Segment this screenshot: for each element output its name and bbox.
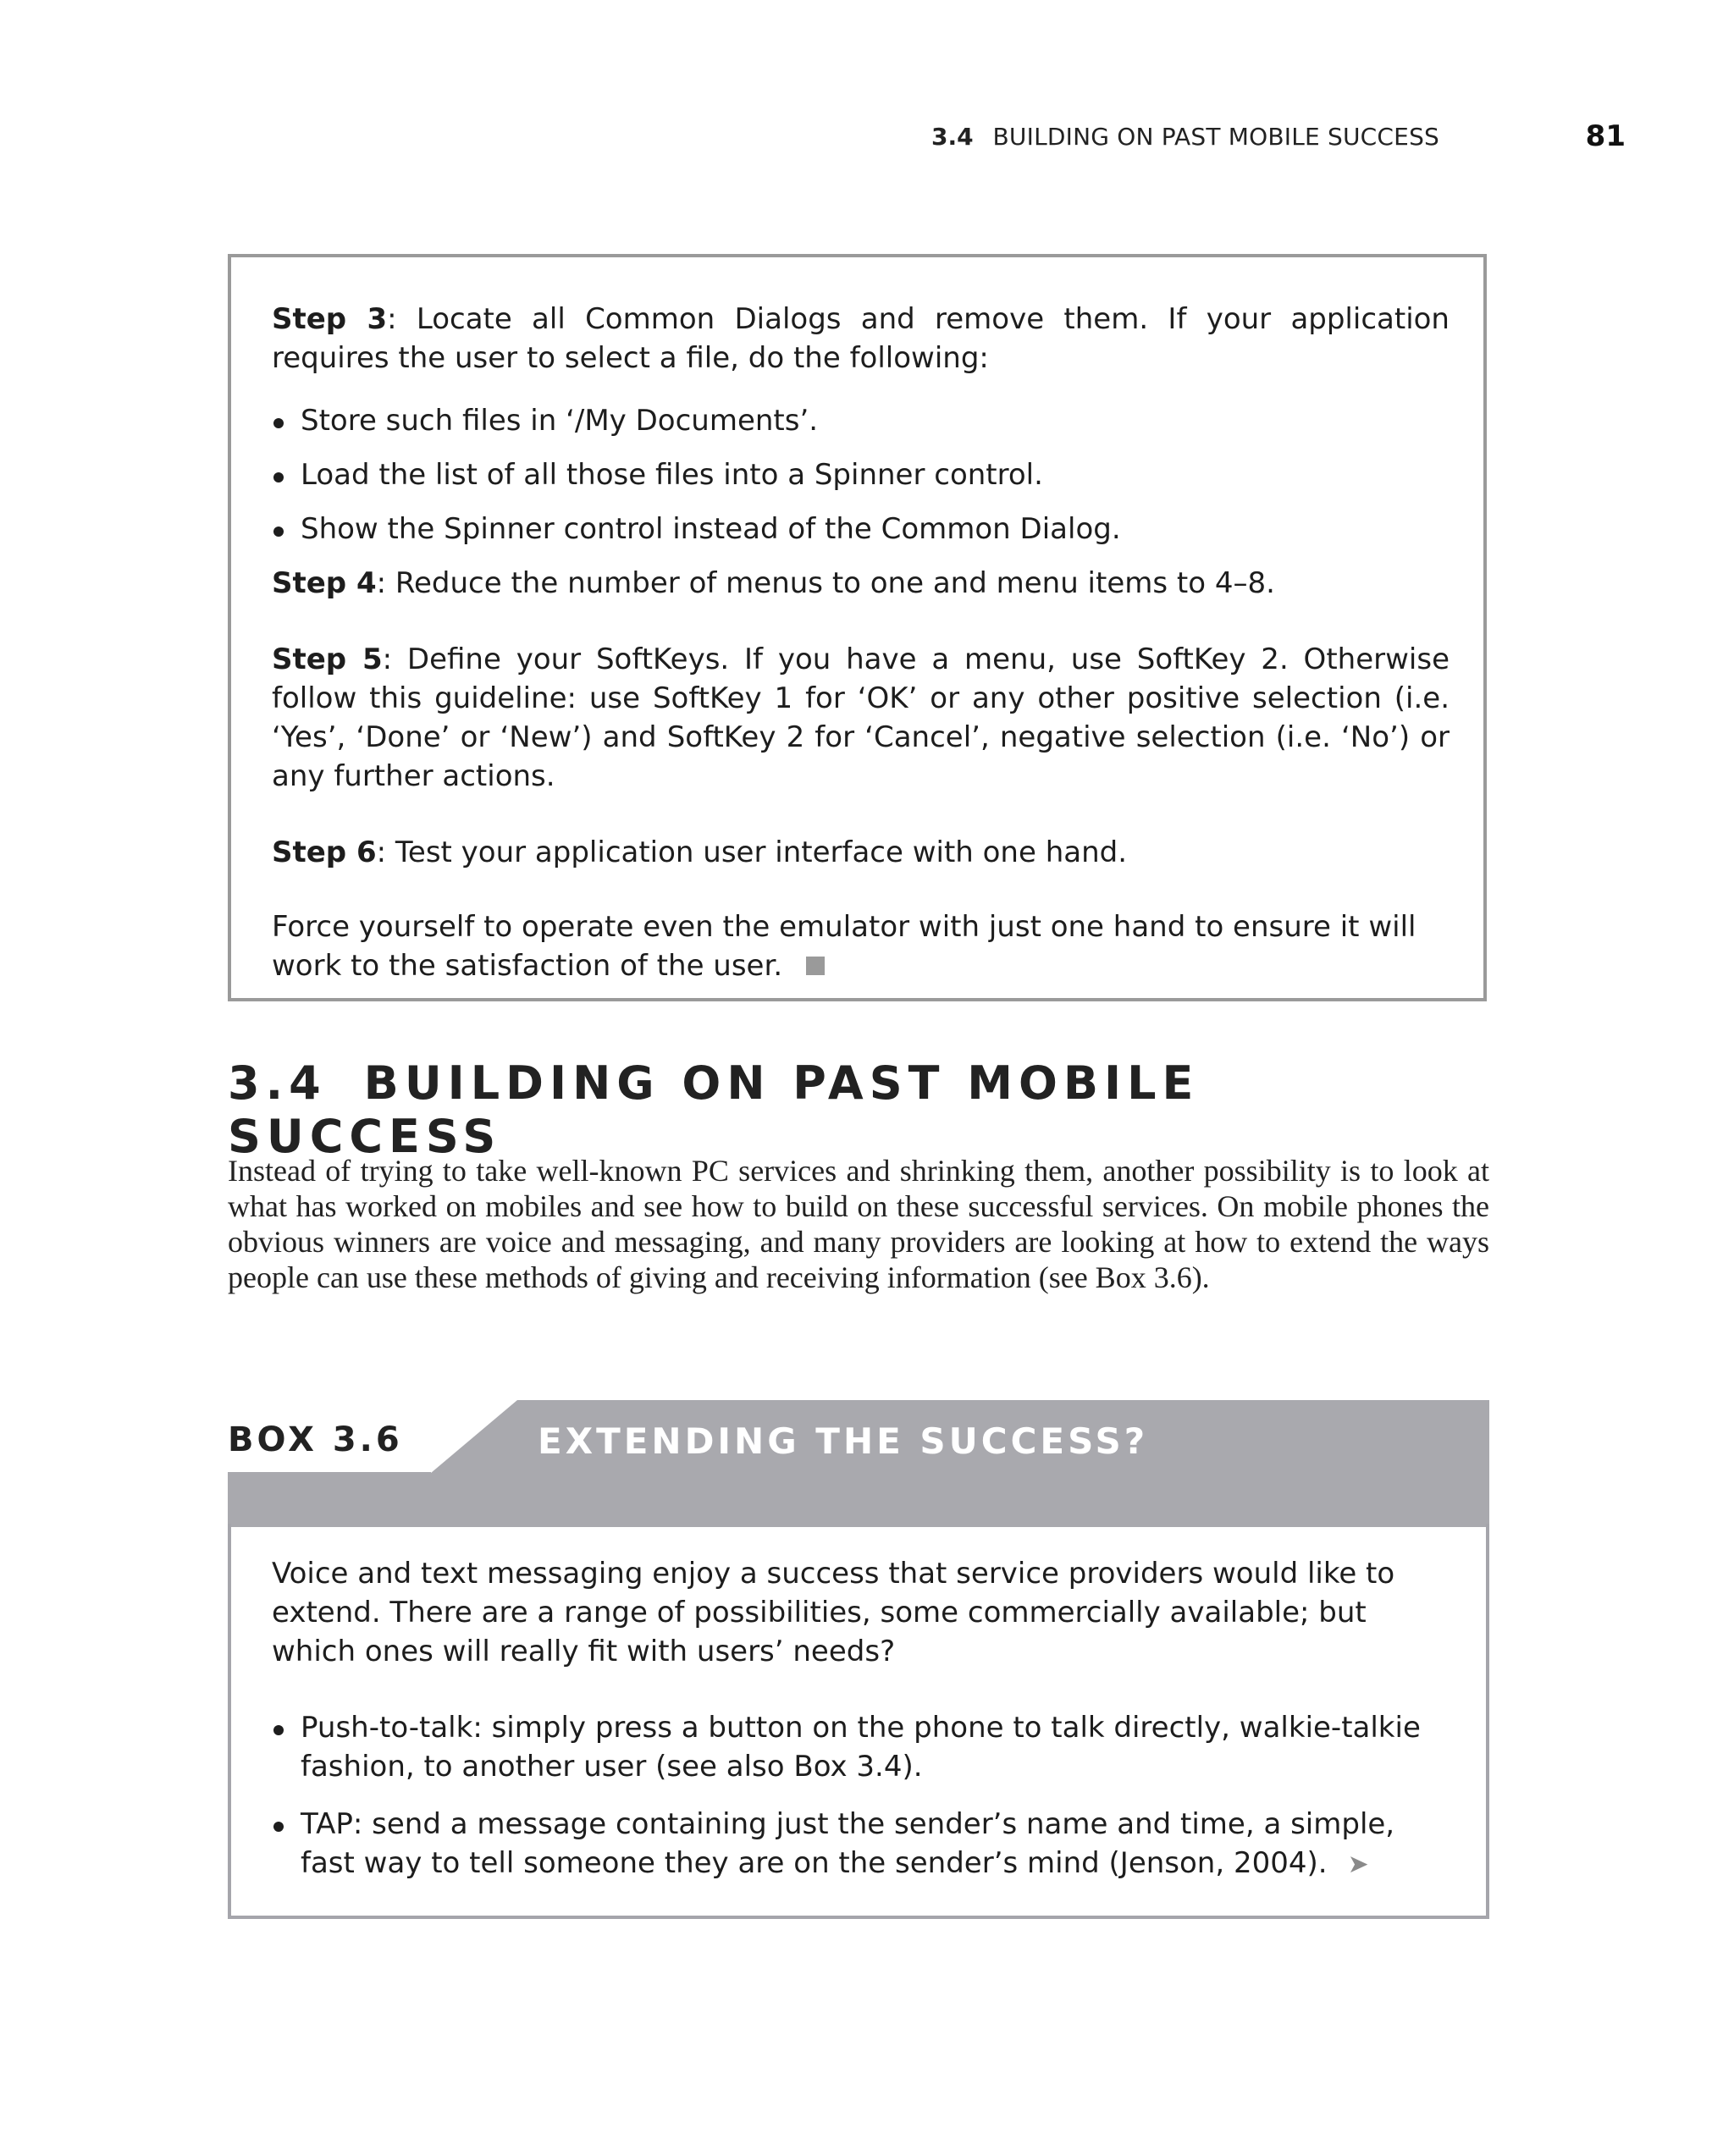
step-3-bullet-list: [272, 401, 1450, 549]
box-title: EXTENDING THE SUCCESS?: [538, 1420, 1149, 1462]
step-3-label: Step 3: [272, 302, 388, 336]
step-5-text: : Define your SoftKeys. If you have a menu, use SoftKey 2. Otherwise follow this guideline: use SoftKey 1 for ‘OK’ or any other positive selection (i.e. ‘Yes’, ‘Done’ or ‘New’) and SoftKey 2 for ‘Cancel’, negative selection (i.e. ‘No’) or any further actions.: [272, 642, 1450, 793]
section-heading: [228, 1056, 1489, 1163]
list-item: [272, 1805, 1452, 1884]
running-head: [931, 119, 1626, 157]
list-item: Push-to-talk: simply press a button on the phone to talk directly, walkie-talkie fashion, to another user (see also Box 3.4).: [272, 1708, 1452, 1786]
step-3-paragraph: [272, 300, 1450, 378]
running-head-section-number: 3.4: [931, 123, 974, 151]
guidelines-box: [228, 254, 1487, 1001]
step-4-text: : Reduce the number of menus to one and menu items to 4–8.: [376, 566, 1275, 600]
box-header-banner: [228, 1400, 1489, 1527]
step-3-text: : Locate all Common Dialogs and remove them. If your application requires the user to select a file, do the following:: [272, 302, 1450, 375]
step-6-label: Step 6: [272, 835, 377, 869]
box-3-6: [228, 1400, 1489, 1919]
closing-text: Force yourself to operate even the emulator with just one hand to ensure it will work to the satisfaction of the user.: [272, 910, 1416, 983]
closing-paragraph: [272, 907, 1450, 985]
step-4-label: Step 4: [272, 566, 377, 600]
step-6-paragraph: [272, 833, 1450, 872]
end-square-icon: [806, 957, 825, 975]
page-number: 81: [1585, 119, 1626, 153]
box-bullet-list: [272, 1708, 1452, 1884]
list-item-text: TAP: send a message containing just the sender’s name and time, a simple, fast way to tell someone they are on the sender’s mind (Jenson, 2004).: [301, 1807, 1395, 1880]
box-intro: Voice and text messaging enjoy a success that service providers would like to extend. There are a range of possibilities, some commercially available; but which ones will really fit with users’ needs?: [272, 1557, 1395, 1668]
list-item: Store such files in ‘/My Documents’.: [272, 401, 1450, 440]
box-header-shape: [228, 1400, 1489, 1527]
step-6-text: : Test your application user interface with one hand.: [376, 835, 1128, 869]
box-label: BOX 3.6: [228, 1420, 403, 1459]
body-paragraph: Instead of trying to take well-known PC services and shrinking them, another possibility is to look at what has worked on mobiles and see how to build on these successful services. On mobile phones the obvious winners are voice and messaging, and many providers are looking at how to extend the ways people can use these methods of giving and receiving information (see Box 3.6).: [228, 1154, 1489, 1294]
section-number: 3.4: [228, 1056, 327, 1110]
running-head-title: BUILDING ON PAST MOBILE SUCCESS: [992, 123, 1440, 151]
step-5-paragraph: [272, 640, 1450, 796]
section-title: BUILDING ON PAST MOBILE SUCCESS: [228, 1056, 1200, 1163]
box-body: [228, 1524, 1489, 1919]
list-item: Load the list of all those files into a Spinner control.: [272, 455, 1450, 494]
step-5-label: Step 5: [272, 642, 383, 676]
continue-arrow-icon: ➤: [1347, 1850, 1369, 1879]
step-4-paragraph: [272, 564, 1450, 603]
list-item: Show the Spinner control instead of the Common Dialog.: [272, 510, 1450, 549]
